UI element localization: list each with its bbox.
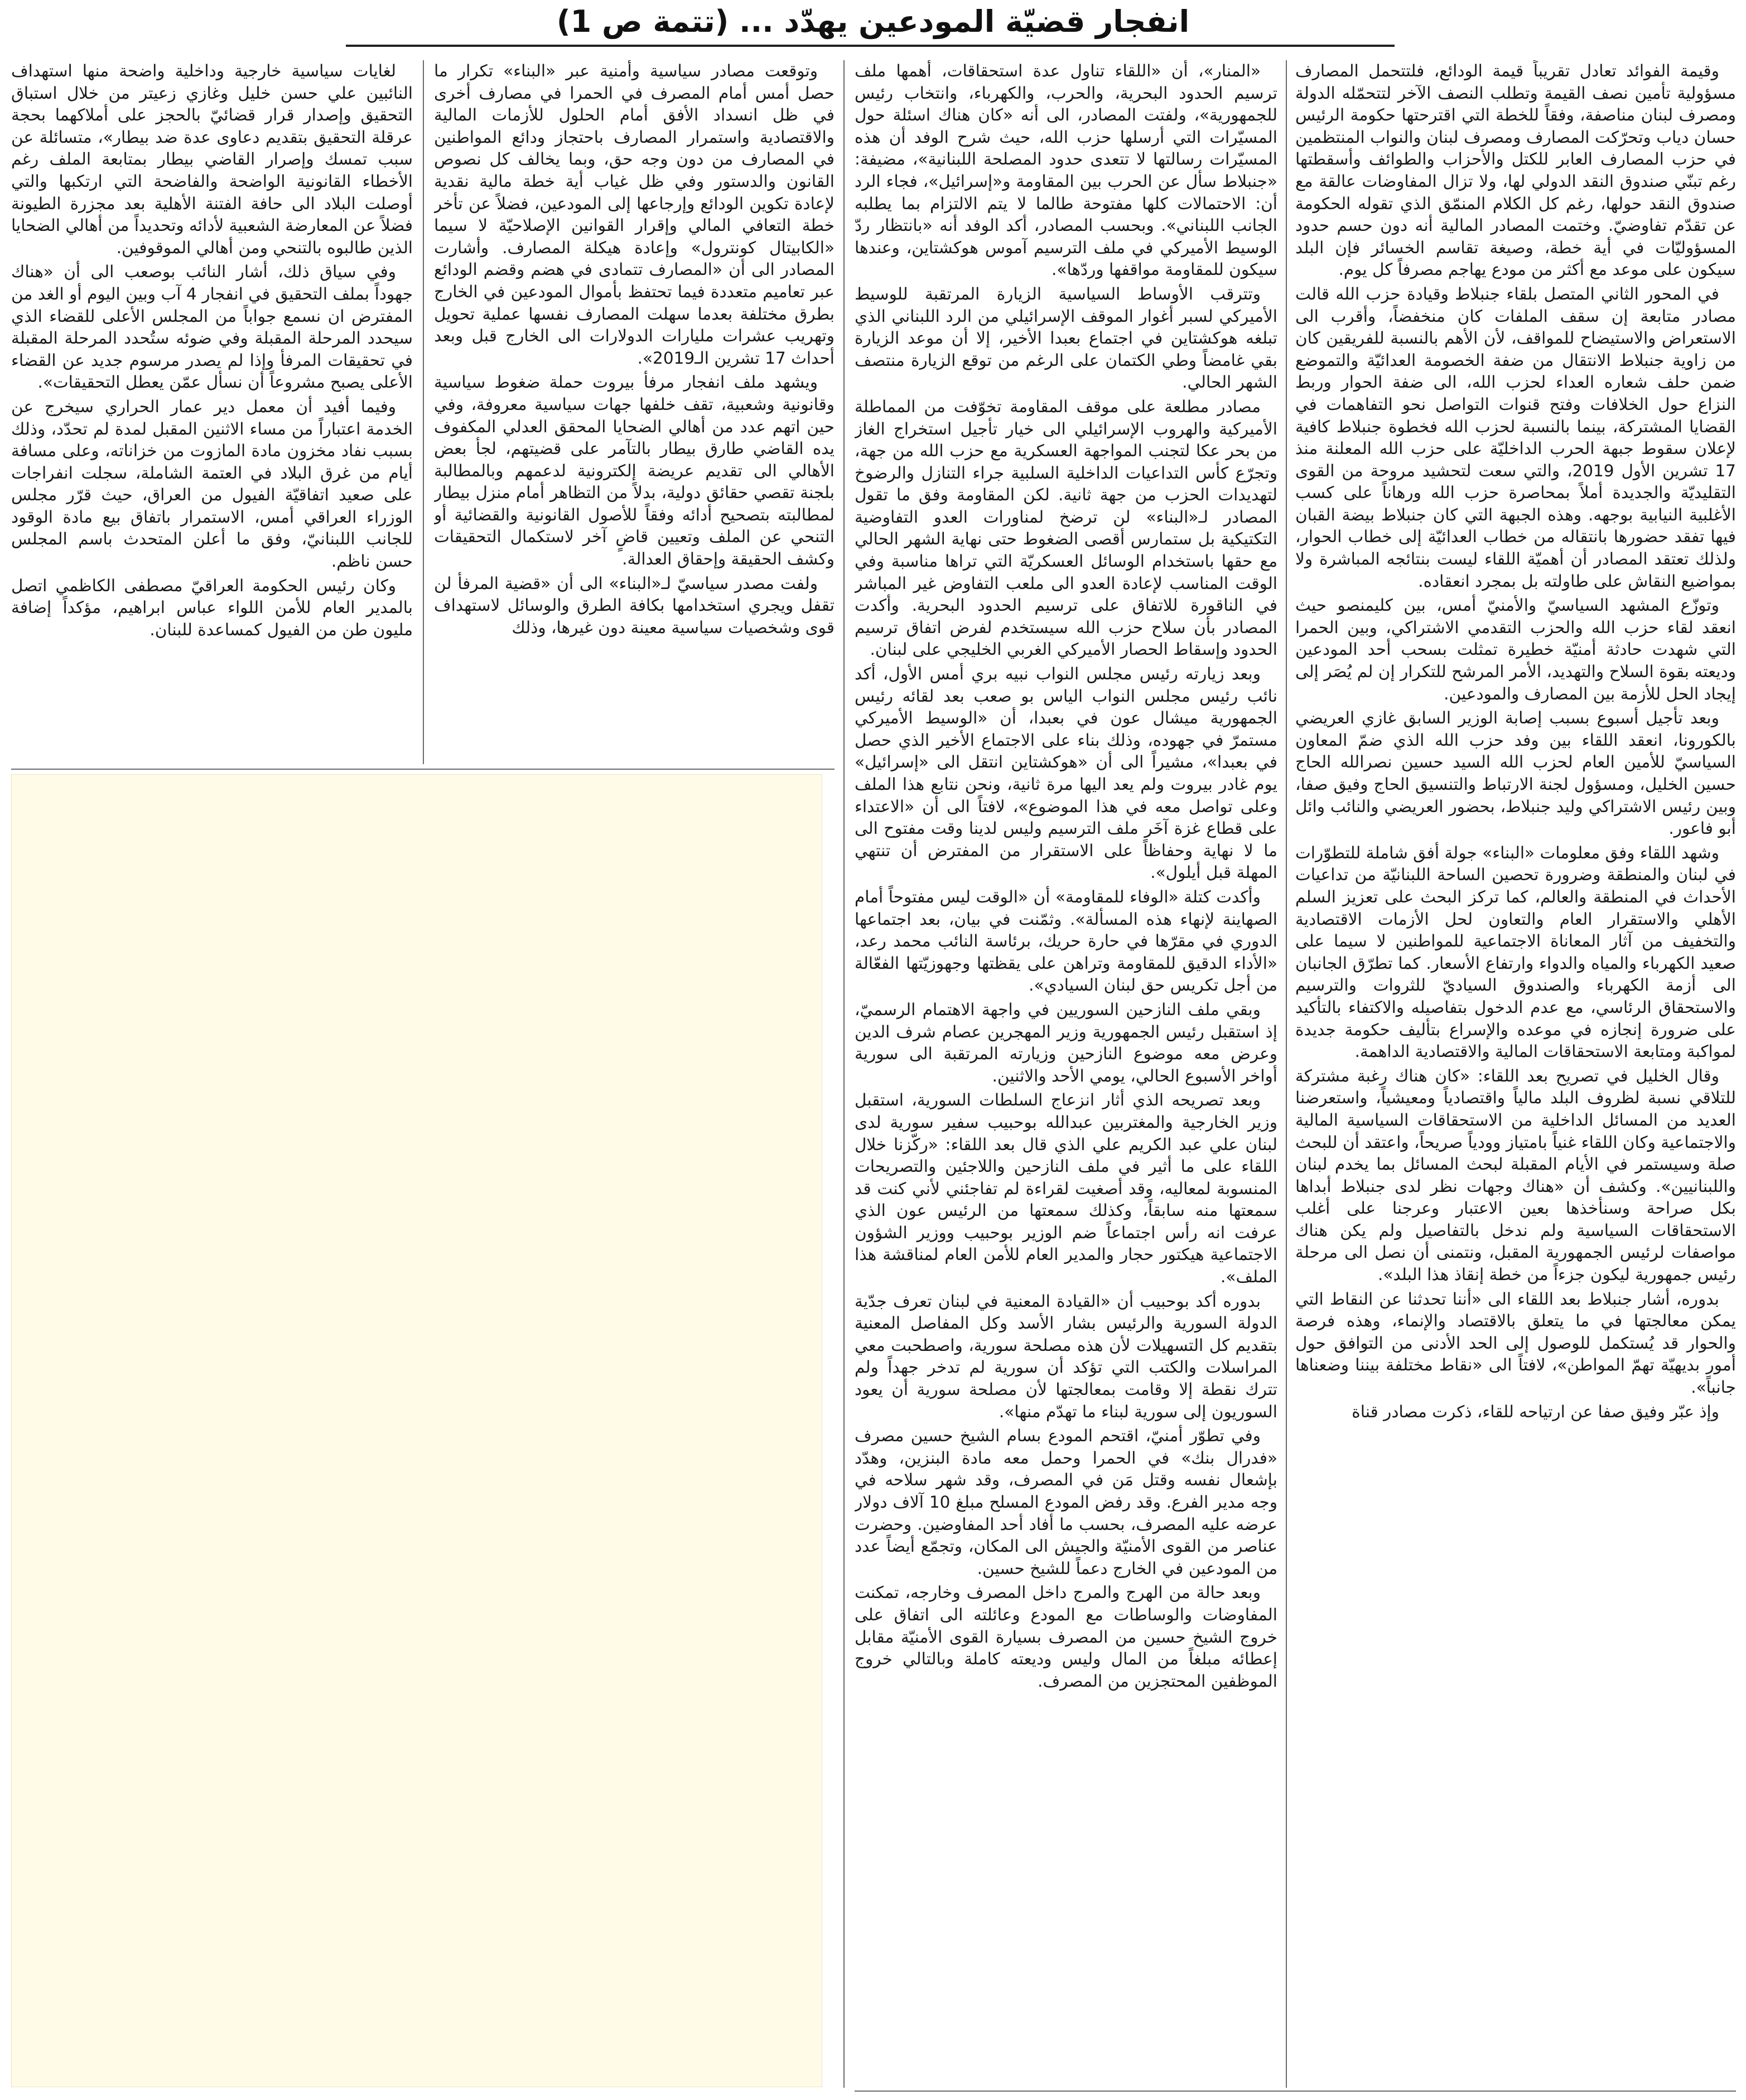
article-paragraph: وتوقعت مصادر سياسية وأمنية عبر «البناء» تكرار ما حصل أمس أمام المصرف في الحمرا في مصارف أخرى في ظل انسداد الأفق أمام الحلول للأزمات المالية والاقتصادية واستمرار المصارف باحتجاز ودائع المواطنين في المصارف من دون وجه حق، وبما يخالف كل نصوص القانون والدستور وفي ظل غياب أية خطة مالية نقدية لإعادة تكوين الودائع وإرجاعها إلى المودعين، فضلاً عن تأخر خطة التعافي المالي وإقرار القوانين الإصلاحيّة لا سيما «الكابيتال كونترول» وإعادة هيكلة المصارف. وأشارت المصادر الى أن «المصارف تتمادى في هضم وقضم الودائع عبر تعاميم متعددة فيما تحتفظ بأموال المودعين في الخارج بطرق مختلفة بعدما سهلت المصارف نفسها عملية تحويل وتهريب عشرات مليارات الدولارات الى الخارج قبل وبعد أحداث 17 تشرين الـ2019». bbox=[434, 61, 835, 368]
column-divider bbox=[423, 60, 424, 764]
page-headline: انفجار قضيّة المودعين يهدّد ... (تتمة ص 1) bbox=[556, 4, 1190, 39]
article-paragraph: وبعد تأجيل أسبوع بسبب إصابة الوزير السابق غازي العريضي بالكورونا، انعقد اللقاء بين وفد حزب الله الذي ضمّ المعاون السياسيّ للأمين العام لحزب الله السيد حسين نصرالله الحاج حسين الخليل، ومسؤول لجنة الارتباط والتنسيق الحاج وفيق صفا، وبين رئيس الاشتراكي وليد جنبلاط، بحضور العريضي والنائب وائل أبو فاعور. bbox=[1295, 708, 1736, 838]
article-paragraph: وبعد حالة من الهرج والمرج داخل المصرف وخارجه، تمكنت المفاوضات والوساطات مع المودع وعائلته الى اتفاق على خروج الشيخ حسين من المصرف بسيارة القوى الأمنيّة مقابل إعطائه مبلغاً من المال وليس وديعته كاملة وبالتالي خروج الموظفين المحتجزين من المصرف. bbox=[855, 1583, 1277, 1691]
article-paragraph: مصادر مطلعة على موقف المقاومة تخوّفت من المماطلة الأميركية والهروب الإسرائيلي الى خيار تأجيل استخراج الغاز من بحر عكا لتجنب المواجهة العسكرية مع حزب الله من جهة، وتجرّع كأس التداعيات الداخلية السلبية جراء التنازل والرضوخ لتهديدات الحزب من جهة ثانية. لكن المقاومة وفق ما تقول المصادر لـ«البناء» لن ترضخ لمناورات العدو التفاوضية التكتيكية بل ستمارس أقصى الضغوط حتى نهاية الشهر الحالي مع حقها باستخدام الوسائل العسكريّة التي تراها مناسبة وفي الوقت المناسب لإعادة العدو الى ملعب التفاوض غير المباشر في الناقورة للاتفاق على ترسيم الحدود البحرية. وأكدت المصادر بأن سلاح حزب الله سيستخدم لفرض اتفاق ترسيم الحدود وإسقاط الحصار الأميركي الغربي الخليجي على لبنان. bbox=[855, 397, 1277, 659]
advertisement-placeholder bbox=[11, 774, 822, 2087]
article-paragraph: في المحور الثاني المتصل بلقاء جنبلاط وقيادة حزب الله قالت مصادر متابعة إن سقف الملفات كان منخفضاً، وأقرب الى الاستعراض والاستيضاح للمواقف، لأن الأهم بالنسبة للفريقين كان من زاوية جنبلاط الانتقال من ضفة الخصومة العدائيّة والتموضع ضمن حلف شعاره العداء لحزب الله، الى ضفة الحوار وربط النزاع حول الخلافات وفتح قنوات التواصل نحو التفاهمات في القضايا المشتركة، بينما بالنسبة لحزب الله فخطوة جنبلاط كافية لإعلان سقوط جبهة الحرب الداخليّة على حزب الله المعلنة منذ 17 تشرين الأول 2019، والتي سعت لتحشيد مروحة من القوى التقليديّة والجديدة أملاً بمحاصرة حزب الله ورهاناً على كسب الأغلبية النيابية بوجهه. وهذه الجبهة التي كان جنبلاط بيضة القبان فيها تفقد حضورها بانتقاله من خطاب العدائيّة إلى خطاب الحوار، ولذلك تعتقد المصادر أن أهميّة اللقاء ليست بنتائجه المباشرة ولا بمواضيع النقاش على طاولته بل بمجرد انعقاده. bbox=[1295, 284, 1736, 591]
article-paragraph: وتترقب الأوساط السياسية الزيارة المرتقبة للوسيط الأميركي لسبر أغوار الموقف الإسرائيلي من الرد اللبناني الذي تبلغه هوكشتاين في اجتماع بعبدا الأخير، إلا أن موعد الزيارة بقي غامضاً وطي الكتمان على الرغم من توقع الزيارة منتصف الشهر الحالي. bbox=[855, 284, 1277, 392]
article-column-3 bbox=[434, 60, 835, 764]
column-divider bbox=[1286, 60, 1287, 2088]
article-column-2 bbox=[855, 60, 1277, 2088]
article-paragraph: وأكدت كتلة «الوفاء للمقاومة» أن «الوقت ليس مفتوحاً أمام الصهاينة لإنهاء هذه المسألة». وثمّنت في بيان، بعد اجتماعها الدوري في مقرّها في حارة حريك، برئاسة النائب محمد رعد، «الأداء الدقيق للمقاومة وتراهن على يقظتها وجهوزيّتها الفعّالة من أجل تكريس حق لبنان السيادي». bbox=[855, 887, 1277, 995]
article-paragraph: «المنار»، أن «اللقاء تناول عدة استحقاقات، أهمها ملف ترسيم الحدود البحرية، والحرب، والكهرباء، وانتخاب رئيس للجمهورية»، ولفتت المصادر، الى أنه «كان هناك اسئلة حول المسيّرات التي أرسلها حزب الله، حيث شرح الوفد أن هذه المسيّرات رسالتها لا تتعدى حدود المصلحة اللبنانية»، مضيفة: «جنبلاط سأل عن الحرب بين المقاومة و«إسرائيل»، فجاء الرد أن: الاحتمالات كلها مفتوحة طالما لا يتم الالتزام بما يطلبه الجانب اللبناني». وبحسب المصادر، أكد الوفد أنه «بانتظار ردّ الوسيط الأميركي في ملف الترسيم آموس هوكشتاين، وعندها سيكون للمقاومة مواقفها وردّها». bbox=[855, 61, 1277, 279]
headline-rule bbox=[346, 45, 1395, 47]
article-paragraph: لغايات سياسية خارجية وداخلية واضحة منها استهداف النائبين علي حسن خليل وغازي زعيتر من خلال استباق التحقيق وإصدار قرار قضائيّ بالحجز على أملاكهما بحجة عرقلة التحقيق بتقديم دعاوى عدة ضد بيطار»، متسائلة عن سبب تمسك وإصرار القاضي بيطار بمتابعة الملف رغم الأخطاء القانونية الواضحة والفاضحة التي ارتكبها والتي أوصلت البلاد الى حافة الفتنة الأهلية بعد مجزرة الطيونة فضلاً عن المعارضة الشعبية لأدائه وتحديداً من أهالي الضحايا الذين طالبوه بالتنحي ومن أهالي الموقوفين. bbox=[11, 61, 413, 257]
article-paragraph: وبعد تصريحه الذي أثار انزعاج السلطات السورية، استقبل وزير الخارجية والمغتربين عبدالله بوحبيب سفير سورية لدى لبنان علي عبد الكريم علي الذي قال بعد اللقاء: «ركّزنا خلال اللقاء على ما أثير في ملف النازحين واللاجئين والتصريحات المنسوبة لمعاليه، وقد أصغيت لقراءة لم تفاجئني لأني كنت قد سمعتها منه سابقاً، وكذلك سمعتها من الرئيس عون الذي عرفت انه رأس اجتماعاً ضم الوزير بوحبيب ووزير الشؤون الاجتماعية هيكتور حجار والمدير العام للأمن العام لمناقشة هذا الملف». bbox=[855, 1090, 1277, 1287]
article-paragraph: وفي تطوّر أمنيّ، اقتحم المودع بسام الشيخ حسين مصرف «فدرال بنك» في الحمرا وحمل معه مادة البنزين، وهدّد بإشعال نفسه وقتل مَن في المصرف، وقد شهر سلاحه في وجه مدير الفرع. وقد رفض المودع المسلح مبلغ 10 آلاف دولار عرضه عليه المصرف، بحسب ما أفاد أحد المفاوضين. وحضرت عناصر من القوى الأمنيّة والجيش الى المكان، وتجمّع أيضاً عدد من المودعين في الخارج دعماً للشيخ حسين. bbox=[855, 1426, 1277, 1578]
article-column-1 bbox=[1295, 60, 1736, 2088]
article-paragraph: وبعد زيارته رئيس مجلس النواب نبيه بري أمس الأول، أكد نائب رئيس مجلس النواب الياس بو صعب بعد لقائه رئيس الجمهورية ميشال عون في بعبدا، أن «الوسيط الأميركي مستمرّ في جهوده، وذلك بناء على الاجتماع الأخير الذي حصل في بعبدا»، مشيراً الى أن «هوكشتاين انتقل الى «إسرائيل» يوم غادر بيروت ولم يعد اليها مرة ثانية، ونحن نتابع هذا الملف وعلى تواصل معه في هذا الموضوع»، لافتاً الى أن «الاعتداء على قطاع غزة آخَر ملف الترسيم وليس لدينا وقت مفتوح الى ما لا نهاية وحفاظاً على الاستقرار من المفترض أن تنتهي المهلة قبل أيلول». bbox=[855, 664, 1277, 882]
bottom-rule bbox=[855, 2091, 1736, 2092]
article-paragraph: وقيمة الفوائد تعادل تقريباً قيمة الودائع، فلتتحمل المصارف مسؤولية تأمين نصف القيمة وتطلب النصف الآخر لتتحمّله الدولة ومصرف لبنان مناصفة، وفقاً للخطة التي اقترحتها حكومة الرئيس حسان دياب وتحرّكت المصارف ومصرف لبنان والنواب المنتظمين في حزب المصارف العابر للكتل والأحزاب والطوائف وأسقطتها رغم تبنّي صندوق النقد الدولي لها، ولا تزال المفاوضات عالقة مع صندوق النقد حولها، رغم كل الكلام المنمّق الذي تقوله الحكومة عن تقدّم تفاوضيّ. وختمت المصادر المالية أنه دون حسم حدود المسؤوليّات في أية خطة، وصيغة تقاسم الخسائر فإن البلد سيكون على موعد مع أكثر من مودع يهاجم مصرفاً كل يوم. bbox=[1295, 61, 1736, 279]
article-paragraph: وقال الخليل في تصريح بعد اللقاء: «كان هناك رغبة مشتركة للتلاقي نسبة لظروف البلد مالياً واقتصادياً ومعيشياً، واستعرضنا العديد من المسائل الداخلية من الاستحقاقات السياسية المالية والاجتماعية وكان اللقاء غنياً بامتياز وودياً صريحاً، واعتقد أن للبحث صلة وسيستمر في الأيام المقبلة لبحث المسائل بما يخدم لبنان واللبنانيين». وكشف أن «هناك وجهات نظر لدى جنبلاط أبداها بكل صراحة وسنأخذها بعين الاعتبار وعرجنا على أغلب الاستحقاقات السياسية ولم ندخل بالتفاصيل ولم يكن هناك مواصفات لرئيس الجمهورية المقبل، ونتمنى أن نصل الى مرحلة رئيس جمهورية ليكون جزءاً من خطة إنقاذ هذا البلد». bbox=[1295, 1066, 1736, 1285]
article-paragraph: بدوره، أشار جنبلاط بعد اللقاء الى «أننا تحدثنا عن النقاط التي يمكن معالجتها في ما يتعلق بالاقتصاد والإنماء، وهذه فرصة والحوار قد يُستكمل للوصول إلى الحد الأدنى من التوافق حول أمور بديهيّة تهمّ المواطن»، لافتاً الى «نقاط مختلفة بيننا وضعناها جانباً». bbox=[1295, 1289, 1736, 1397]
article-paragraph: وإذ عبّر وفيق صفا عن ارتياحه للقاء، ذكرت مصادر قناة bbox=[1352, 1402, 1719, 1421]
article-column-4 bbox=[11, 60, 413, 764]
article-paragraph: ويشهد ملف انفجار مرفأ بيروت حملة ضغوط سياسية وقانونية وشعبية، تقف خلفها جهات سياسية معروفة، وفي حين اتهم عدد من أهالي الضحايا المحقق العدلي المكفوف يده القاضي طارق بيطار بالتآمر على قضيتهم، لجأ بعض الأهالي الى تقديم عريضة إلكترونية لدعمهم وبالمطالبة بلجنة تقصي حقائق دولية، بدلاً من التظاهر أمام منزل بيطار لمطالبته بتصحيح أدائه وفقاً للأصول القانونية والقضائية أو التنحي عن الملف وتعيين قاضٍ آخر لاستكمال التحقيقات وكشف الحقيقة وإحقاق العدالة. bbox=[434, 373, 835, 569]
article-paragraph: وشهد اللقاء وفق معلومات «البناء» جولة أفق شاملة للتطوّرات في لبنان والمنطقة وضرورة تحصين الساحة اللبنانيّة من تداعيات الأحداث في المنطقة والعالم، كما تركز البحث على تعزيز السلم الأهلي والاستقرار العام والتعاون لحل الأزمات الاقتصادية والتخفيف من آثار المعاناة الاجتماعية للمواطنين لا سيما على صعيد الكهرباء والمياه والدواء وارتفاع الأسعار. كما تطرّق الجانبان الى أزمة الكهرباء والصندوق السياديّ للثروات والترسيم والاستحقاق الرئاسي، مع عدم الدخول بتفاصيله والاكتفاء بالتأكيد على ضرورة إنجازه في موعده والإسراع بتأليف حكومة جديدة لمواكبة ومتابعة الاستحقاقات المالية والاقتصادية الداهمة. bbox=[1295, 843, 1736, 1061]
column-divider bbox=[843, 60, 845, 2088]
article-paragraph: وبقي ملف النازحين السوريين في واجهة الاهتمام الرسميّ، إذ استقبل رئيس الجمهورية وزير المهجرين عصام شرف الدين وعرض معه موضوع النازحين وزيارته المرتقبة الى سورية أواخر الأسبوع الحالي، يومي الأحد والاثنين. bbox=[855, 1000, 1277, 1085]
section-divider bbox=[11, 769, 835, 770]
article-paragraph: وكان رئيس الحكومة العراقيّ مصطفى الكاظمي اتصل بالمدير العام للأمن اللواء عباس ابراهيم، مؤكداً إضافة مليون طن من الفيول كمساعدة للبنان. bbox=[11, 576, 413, 639]
article-paragraph: وتوزّع المشهد السياسيّ والأمنيّ أمس، بين كليمنصو حيث انعقد لقاء حزب الله والحزب التقدمي الاشتراكي، وبين الحمرا التي شهدت حادثة أمنيّة خطيرة تمثلت بسحب أحد المودعين وديعته بقوة السلاح والتهديد، الأمر المرشح للتكرار إن لم يُصَر إلى إيجاد الحل للأزمة بين المصارف والمودعين. bbox=[1295, 596, 1736, 703]
article-paragraph: ولفت مصدر سياسيّ لـ«البناء» الى أن «قضية المرفأ لن تقفل ويجري استخدامها بكافة الطرق والوسائل لاستهداف قوى وشخصيات سياسية معينة دون غيرها، وذلك bbox=[434, 573, 835, 637]
article-paragraph: بدوره أكد بوحبيب أن «القيادة المعنية في لبنان تعرف جدّية الدولة السورية والرئيس بشار الأسد وكل المفاصل المعنية بتقديم كل التسهيلات لأن هذه مصلحة سورية، واصطحبت معي المراسلات والكتب التي تؤكد أن سورية لم تدخر جهداً ولم تترك نقطة إلا وقامت بمعالجتها لأن مصلحة سورية أن يعود السوريون إلى سورية لبناء ما تهدّم منها». bbox=[855, 1291, 1277, 1421]
article-paragraph: وفي سياق ذلك، أشار النائب بوصعب الى أن «هناك جهوداً بملف التحقيق في انفجار 4 آب وبين اليوم أو الغد من المفترض ان نسمع جواباً من المجلس الأعلى للقضاء الذي سيحدد المرحلة المقبلة وفي ضوئه ستُحدد المرحلة المقبلة في تحقيقات المرفأ وإذا لم يصدر مرسوم جديد عن القضاء الأعلى يصبح مشروعاً أن نسأل عمّن يعطل التحقيقات». bbox=[11, 262, 413, 392]
article-paragraph: وفيما أفيد أن معمل دير عمار الحراري سيخرج عن الخدمة اعتباراً من مساء الاثنين المقبل لمدة لم تحدّد، وذلك بسبب نفاد مخزون مادة المازوت من خزاناته، وعلى مسافة أيام من غرق البلاد في العتمة الشاملة، سجلت انفراجات على صعيد اتفاقيّة الفيول من العراق، حيث قرّر مجلس الوزراء العراقي أمس، الاستمرار باتفاق بيع مادة الوقود للجانب اللبنانيّ، وفق ما أعلن المتحدث باسم المجلس حسن ناظم. bbox=[11, 397, 413, 571]
